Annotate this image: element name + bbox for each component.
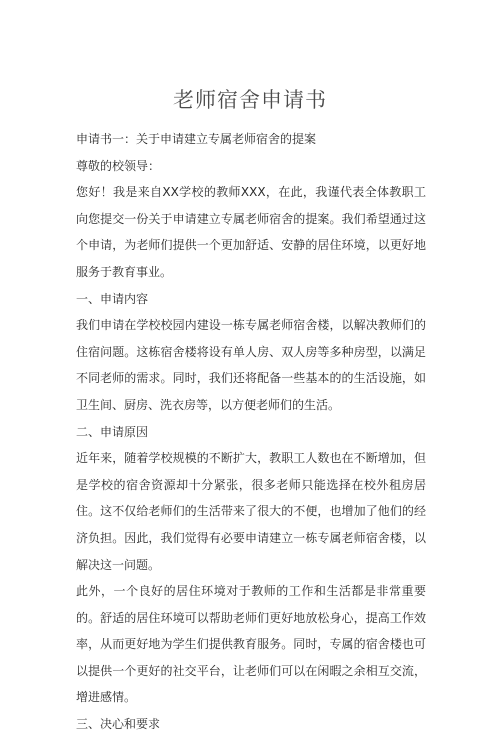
section-heading-2: 二、申请原因 <box>76 424 149 439</box>
document-title: 老师宿舍申请书 <box>173 88 327 112</box>
section-paragraph-2a: 近年来，随着学校规模的不断扩大，教职工人数也在不断增加，但是学校的宿舍资源却十分紧张，很多老师只能选择在校外租房居住。这不仅给老师们的生活带来了很大的不便，也增加了他们的经济负担。因此，我们觉得有必要申请建立一栋专属老师宿舍楼，以解决这一问题。 <box>76 451 426 572</box>
section-paragraph-2b: 此外，一个良好的居住环境对于教师的工作和生活都是非常重要的。舒适的居住环境可以帮助老师们更好地放松身心，提高工作效率，从而更好地为学生们提供教育服务。同时，专属的宿舍楼也可以提供一个更好的社交平台，让老师们可以在闲暇之余相互交流，增进感情。 <box>76 584 426 705</box>
document-subtitle: 申请书一：关于申请建立专属老师宿舍的提案 <box>76 132 317 146</box>
section-paragraph-1: 我们申请在学校校园内建设一栋专属老师宿舍楼，以解决教师们的住宿问题。这栋宿舍楼将设有单人房、双人房等多种房型，以满足不同老师的需求。同时，我们还将配备一些基本的的生活设施，如卫生间、厨房、洗衣房等，以方便老师们的生活。 <box>76 318 426 412</box>
section-heading-1: 一、申请内容 <box>76 291 149 306</box>
salutation: 尊敬的校领导： <box>76 158 161 173</box>
document-body <box>76 126 426 738</box>
intro-paragraph: 您好！我是来自XX学校的教师XXX，在此，我谨代表全体教职工向您提交一份关于申请建立专属老师宿舍的提案。我们希望通过这个申请，为老师们提供一个更加舒适、安静的居住环境，以更好地服务于教育事业。 <box>76 185 426 279</box>
section-heading-3: 三、决心和要求 <box>76 717 161 732</box>
